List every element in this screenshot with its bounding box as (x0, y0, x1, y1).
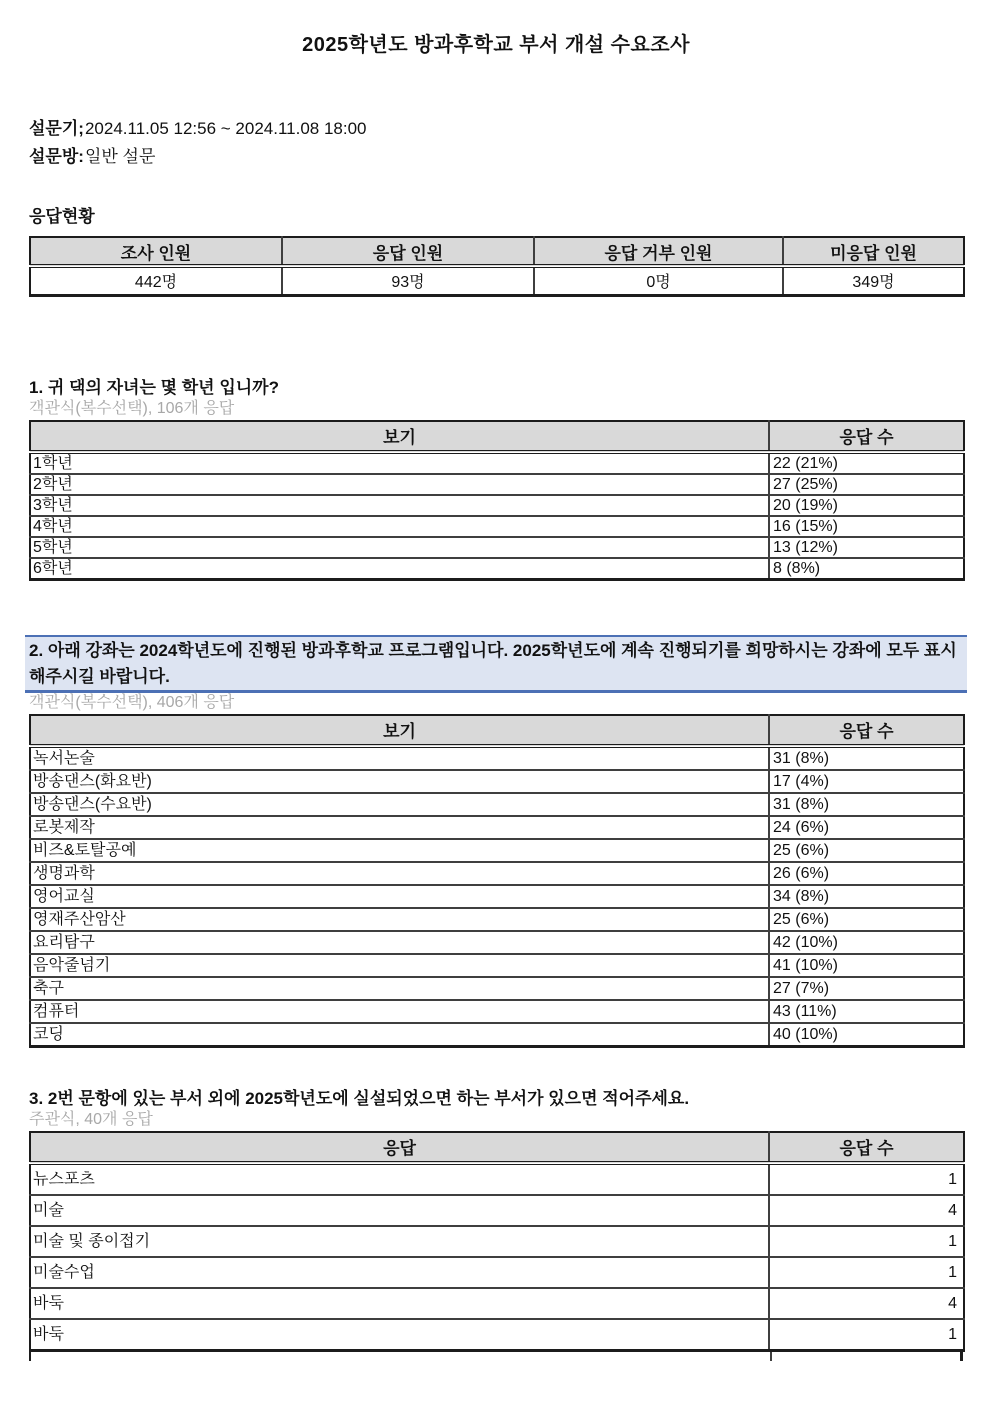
column-header-count: 응답 수 (769, 715, 964, 746)
answer-count: 40 (10%) (769, 1023, 964, 1047)
answer-label: 방송댄스(수요반) (30, 793, 769, 816)
answer-count: 4 (769, 1288, 964, 1319)
table-row (30, 1023, 964, 1047)
table-row (30, 954, 964, 977)
answer-label: 요리탐구 (30, 931, 769, 954)
column-header-count: 응답 수 (769, 1132, 964, 1163)
table-row (30, 816, 964, 839)
table-row (30, 1257, 964, 1288)
survey-period-separator: ; (78, 119, 84, 138)
answer-count: 43 (11%) (769, 1000, 964, 1023)
answer-label: 생명과학 (30, 862, 769, 885)
answer-label: 바둑 (30, 1319, 769, 1351)
question-2-section (29, 635, 963, 1048)
table-row (30, 1288, 964, 1319)
question-3-section (29, 1088, 963, 1361)
answer-count: 4 (769, 1195, 964, 1226)
summary-value-noresponse: 349명 (783, 266, 964, 295)
answer-label: 음악줄넘기 (30, 954, 769, 977)
answer-label: 방송댄스(화요반) (30, 770, 769, 793)
table-row (30, 793, 964, 816)
question-1-table (29, 420, 965, 581)
answer-label: 컴퓨터 (30, 1000, 769, 1023)
answer-label: 미술 (30, 1195, 769, 1226)
table-row (30, 770, 964, 793)
answer-label: 비즈&토탈공예 (30, 839, 769, 862)
table-row (30, 1195, 964, 1226)
summary-header-surveyed: 조사 인원 (30, 237, 282, 266)
survey-method-label: 설문방 (29, 147, 79, 166)
table-row (30, 516, 964, 537)
answer-count: 16 (15%) (769, 516, 964, 537)
summary-header-row (30, 237, 964, 266)
answer-label: 6학년 (30, 558, 769, 580)
summary-header-refused: 응답 거부 인원 (534, 237, 783, 266)
answer-count: 27 (25%) (769, 474, 964, 495)
column-header-count: 응답 수 (769, 421, 964, 452)
question-2-header-row (30, 715, 964, 746)
question-3-title: 3. 2번 문항에 있는 부서 외에 2025학년도에 실설되었으면 하는 부서가 있으면 적어주세요. (29, 1088, 690, 1108)
summary-table (29, 236, 965, 297)
answer-count: 31 (8%) (769, 746, 964, 770)
answer-label: 미술 및 종이접기 (30, 1226, 769, 1257)
answer-count: 27 (7%) (769, 977, 964, 1000)
answer-label: 2학년 (30, 474, 769, 495)
table-row (30, 474, 964, 495)
table-row (30, 931, 964, 954)
answer-count: 8 (8%) (769, 558, 964, 580)
table-row (30, 977, 964, 1000)
survey-method-value: 일반 설문 (84, 147, 156, 166)
table-row (30, 862, 964, 885)
column-header-answer: 보기 (30, 715, 769, 746)
summary-header-responded: 응답 인원 (282, 237, 534, 266)
answer-count: 17 (4%) (769, 770, 964, 793)
answer-label: 미술수업 (30, 1257, 769, 1288)
answer-count: 13 (12%) (769, 537, 964, 558)
question-1-header-row (30, 421, 964, 452)
answer-count: 24 (6%) (769, 816, 964, 839)
answer-label: 4학년 (30, 516, 769, 537)
answer-label: 1학년 (30, 452, 769, 474)
table-row (30, 1163, 964, 1195)
summary-value-row (30, 266, 964, 295)
answer-count: 26 (6%) (769, 862, 964, 885)
table-row (30, 839, 964, 862)
question-3-table (29, 1131, 965, 1352)
table-row (30, 1000, 964, 1023)
table-row (30, 908, 964, 931)
answer-count: 22 (21%) (769, 452, 964, 474)
answer-count: 1 (769, 1163, 964, 1195)
answer-label: 녹서논술 (30, 746, 769, 770)
column-header-answer: 응답 (30, 1132, 769, 1163)
question-1-section (29, 377, 963, 581)
summary-value-surveyed: 442명 (30, 266, 282, 295)
table-row (30, 495, 964, 516)
summary-value-refused: 0명 (534, 266, 783, 295)
answer-count: 1 (769, 1226, 964, 1257)
survey-method-row (29, 143, 963, 171)
column-divider (770, 1352, 772, 1361)
survey-period-label: 설문기 (29, 119, 79, 138)
answer-label: 3학년 (30, 495, 769, 516)
table-row (30, 452, 964, 474)
answer-label: 영재주산암산 (30, 908, 769, 931)
answer-count: 25 (6%) (769, 839, 964, 862)
table-row (30, 558, 964, 580)
table-row (30, 537, 964, 558)
table-row (30, 1226, 964, 1257)
question-2-highlight-box (25, 635, 967, 693)
table-row (30, 746, 964, 770)
answer-count: 1 (769, 1257, 964, 1288)
survey-period-value: 2024.11.05 12:56 ~ 2024.11.08 18:00 (84, 119, 367, 138)
answer-count: 25 (6%) (769, 908, 964, 931)
summary-value-responded: 93명 (282, 266, 534, 295)
question-2-table (29, 714, 965, 1048)
page-title: 2025학년도 방과후학교 부서 개설 수요조사 (302, 34, 690, 56)
table-row (30, 885, 964, 908)
table-row (30, 1319, 964, 1351)
answer-label: 축구 (30, 977, 769, 1000)
answer-count: 34 (8%) (769, 885, 964, 908)
answer-label: 5학년 (30, 537, 769, 558)
answer-label: 코딩 (30, 1023, 769, 1047)
summary-header-noresponse: 미응답 인원 (783, 237, 964, 266)
answer-label: 바둑 (30, 1288, 769, 1319)
answer-count: 20 (19%) (769, 495, 964, 516)
question-2-title: 2. 아래 강좌는 2024학년도에 진행된 방과후학교 프로그램입니다. 2025학년도에 계속 진행되기를 희망하시는 강좌에 모두 표시해주시길 바랍니다. (29, 640, 957, 686)
question-3-header-row (30, 1132, 964, 1163)
question-1-title: 1. 귀 댁의 자녀는 몇 학년 입니까? (29, 377, 279, 397)
answer-count: 42 (10%) (769, 931, 964, 954)
survey-method-separator: : (78, 147, 84, 166)
answer-count: 1 (769, 1319, 964, 1351)
truncated-table-row (29, 1352, 963, 1361)
answer-label: 영어교실 (30, 885, 769, 908)
survey-meta (29, 115, 963, 171)
answer-count: 31 (8%) (769, 793, 964, 816)
answer-count: 41 (10%) (769, 954, 964, 977)
question-2-subtitle: 객관식(복수선택), 406개 응답 (29, 693, 235, 711)
question-1-subtitle: 객관식(복수선택), 106개 응답 (29, 399, 235, 417)
survey-period-row (29, 115, 963, 143)
answer-label: 뉴스포츠 (30, 1163, 769, 1195)
summary-heading: 응답현황 (29, 207, 95, 226)
answer-label: 로봇제작 (30, 816, 769, 839)
column-header-answer: 보기 (30, 421, 769, 452)
question-3-subtitle: 주관식, 40개 응답 (29, 1110, 153, 1128)
